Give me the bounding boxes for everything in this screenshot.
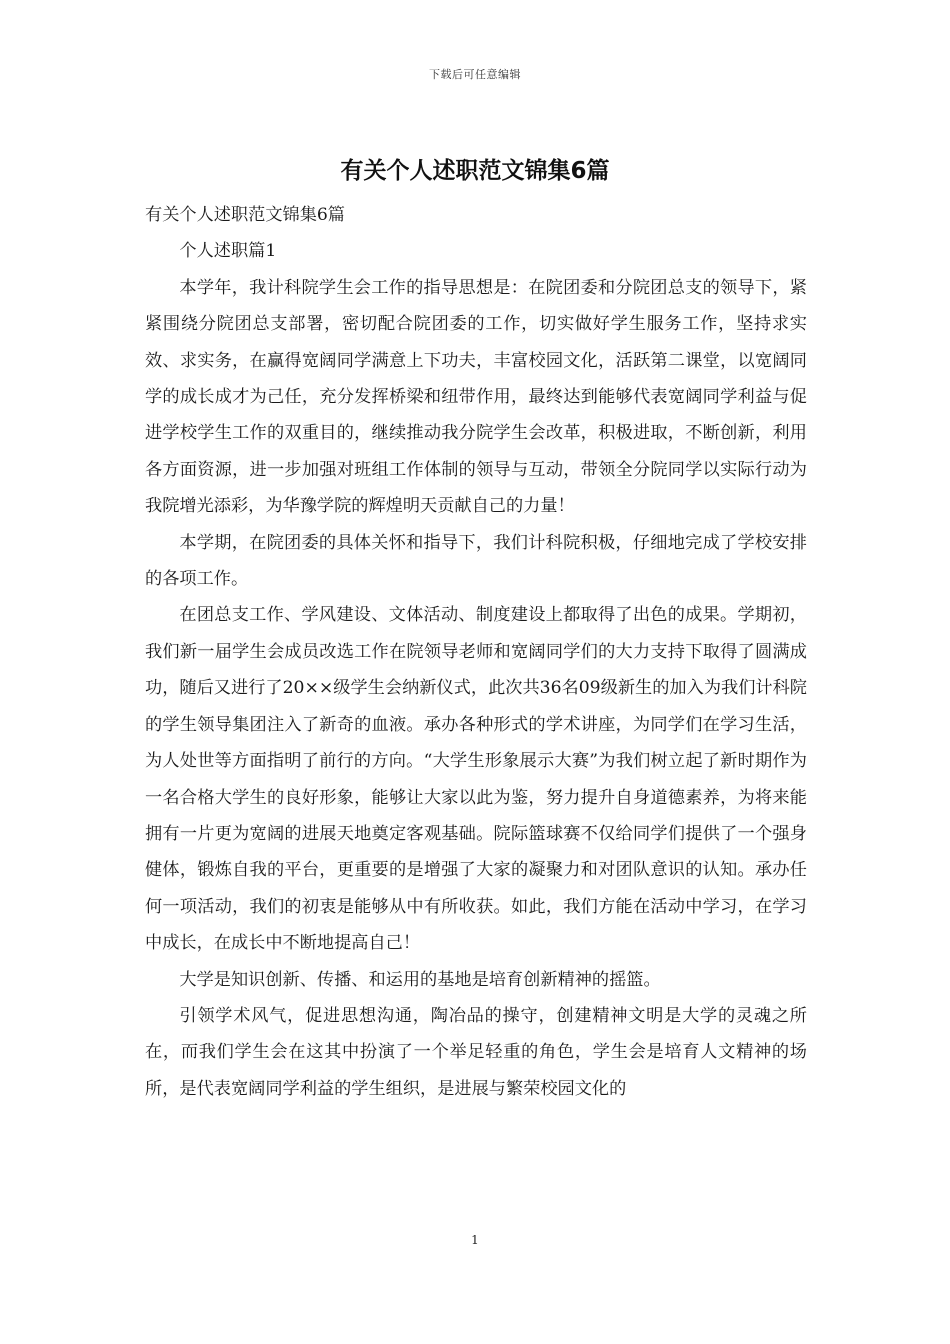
body-paragraph: 引领学术风气，促进思想沟通，陶冶品的操守，创建精神文明是大学的灵魂之所在，而我们学生会在这其中扮演了一个举足轻重的角色，学生会是培育人文精神的场所，是代表宽阔同学利益的学生组织，是进展与繁荣校园文化的 (145, 1005, 807, 1099)
section-heading: 个人述职篇1 (179, 241, 277, 262)
body-paragraph: 在团总支工作、学风建设、文体活动、制度建设上都取得了出色的成果。学期初，我们新一届学生会成员改选工作在院领导老师和宽阔同学们的大力支持下取得了圆满成功，随后又进行了20××级学生会纳新仪式，此次共36名09级新生的加入为我们计科院的学生领导集团注入了新奇的血液。承办各种形式的学术讲座，为同学们在学习生活，为人处世等方面指明了前行的方向。“大学生形象展示大赛”为我们树立起了新时期作为一名合格大学生的良好形象，能够让大家以此为鉴，努力提升自身道德素养，为将来能拥有一片更为宽阔的进展天地奠定客观基础。院际篮球赛不仅给同学们提供了一个强身健体，锻炼自我的平台，更重要的是增强了大家的凝聚力和对团队意识的认知。承办任何一项活动，我们的初衷是能够从中有所收获。如此，我们方能在活动中学习，在学习中成长，在成长中不断地提高自己！ (145, 605, 807, 954)
body-paragraph: 本学期，在院团委的具体关怀和指导下，我们计科院积极，仔细地完成了学校安排的各项工作。 (145, 532, 807, 590)
body-paragraph: 本学年，我计科院学生会工作的指导思想是：在院团委和分院团总支的领导下，紧紧围绕分院团总支部署，密切配合院团委的工作，切实做好学生服务工作，坚持求实效、求实务，在赢得宽阔同学满意上下功夫，丰富校园文化，活跃第二课堂，以宽阔同学的成长成才为己任，充分发挥桥梁和纽带作用，最终达到能够代表宽阔同学利益与促进学校学生工作的双重目的，继续推动我分院学生会改革，积极进取，不断创新，利用各方面资源，进一步加强对班组工作体制的领导与互动，带领全分院同学以实际行动为我院增光添彩，为华豫学院的辉煌明天贡献自己的力量！ (145, 277, 807, 517)
subtitle-paragraph: 有关个人述职范文锦集6篇 (145, 205, 345, 225)
document-body (145, 197, 807, 1107)
body-paragraph: 大学是知识创新、传播、和运用的基地是培育创新精神的摇篮。 (179, 969, 661, 990)
header-note: 下载后可任意编辑 (429, 68, 521, 81)
page-number: 1 (471, 1233, 479, 1247)
document-title: 有关个人述职范文锦集6篇 (340, 158, 610, 184)
